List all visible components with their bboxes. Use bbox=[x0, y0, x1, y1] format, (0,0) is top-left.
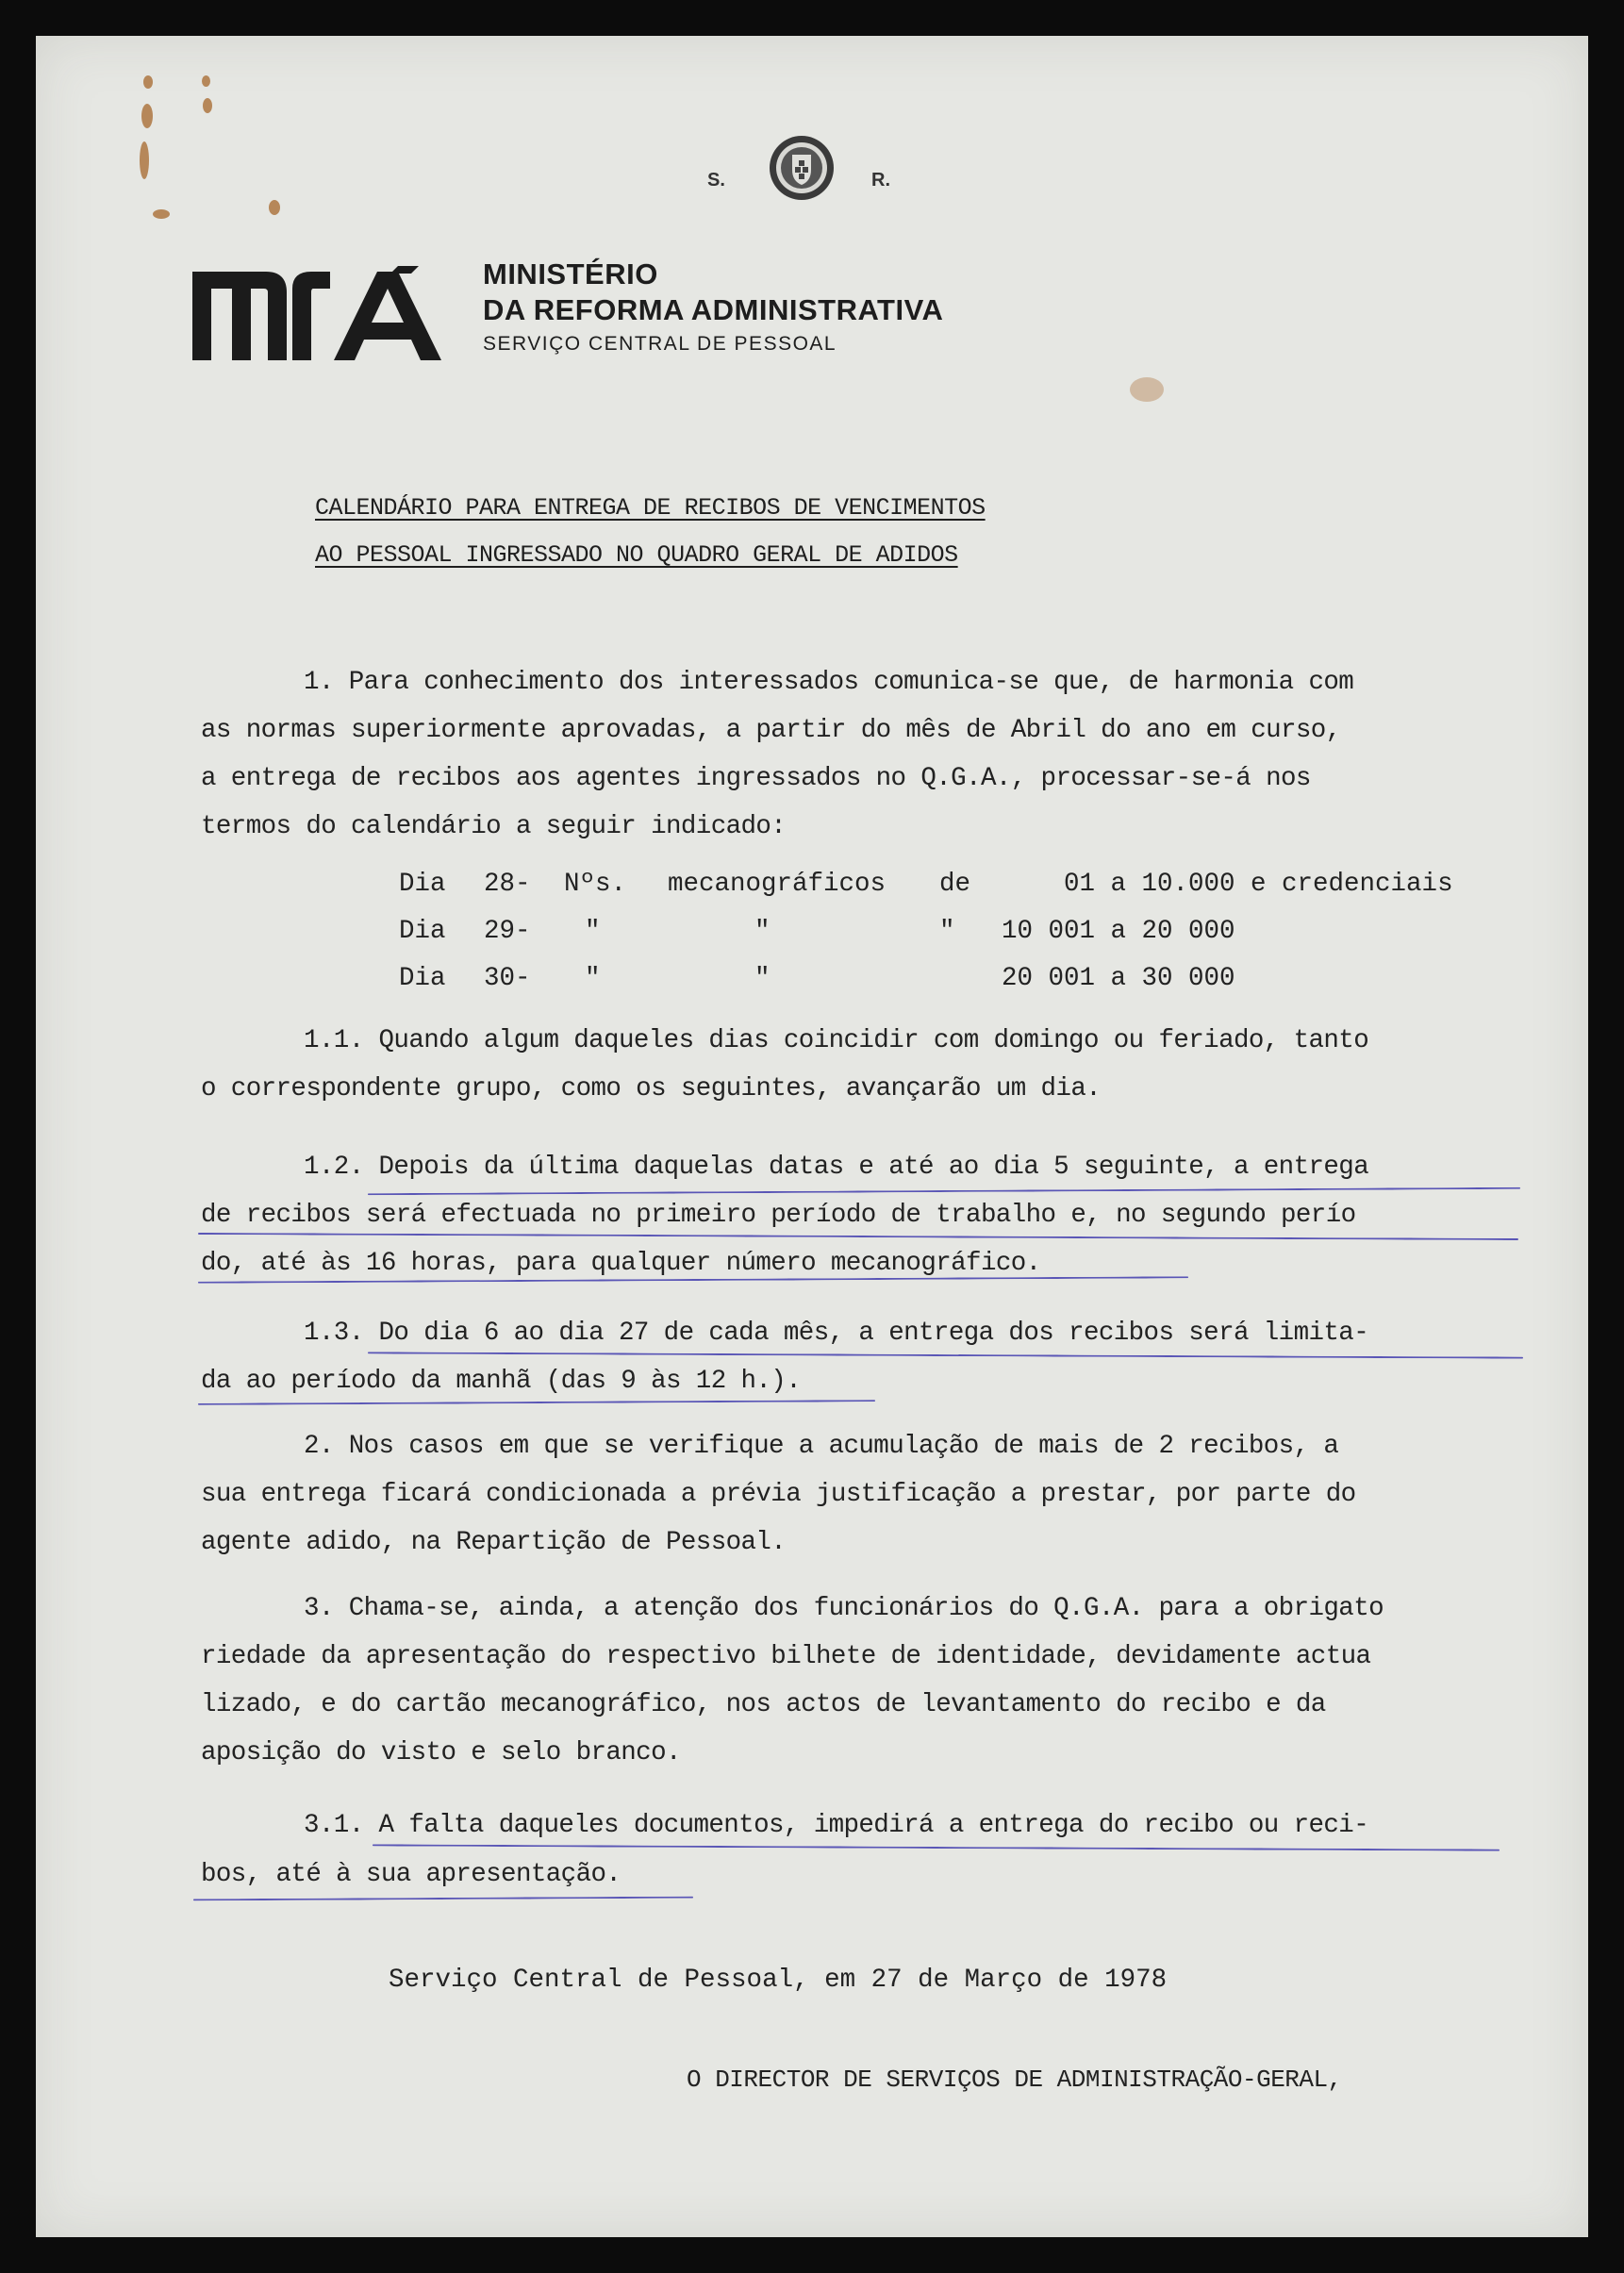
schedule-day: Dia bbox=[399, 964, 446, 993]
schedule-col-1: " bbox=[585, 964, 601, 993]
stain-mark bbox=[143, 75, 153, 89]
paragraph-3-1-line: bos, até à sua apresentação. bbox=[201, 1860, 621, 1889]
paragraph-1-1-line: 1.1. Quando algum daqueles dias coincidir com domingo ou feriado, tanto bbox=[304, 1026, 1369, 1055]
paragraph-1-3-line: 1.3. Do dia 6 ao dia 27 de cada mês, a entrega dos recibos será limita- bbox=[304, 1319, 1369, 1348]
schedule-range: 01 a 10.000 e credenciais bbox=[1064, 870, 1453, 899]
schedule-day-number: 29- bbox=[484, 917, 531, 946]
stain-mark bbox=[269, 200, 280, 215]
schedule-day: Dia bbox=[399, 917, 446, 946]
schedule-col-1: Nºs. bbox=[564, 870, 627, 899]
stain-mark bbox=[153, 209, 170, 219]
paragraph-3-line: lizado, e do cartão mecanográfico, nos actos de levantamento do recibo e da bbox=[201, 1690, 1326, 1719]
schedule-col-1: " bbox=[585, 917, 601, 946]
schedule-col-3: de bbox=[939, 870, 971, 899]
document-title-line2: AO PESSOAL INGRESSADO NO QUADRO GERAL DE ADIDOS bbox=[315, 541, 958, 569]
coat-of-arms-icon bbox=[766, 132, 837, 204]
paragraph-1-1-line: o correspondente grupo, como os seguintes, avançarão um dia. bbox=[201, 1074, 1102, 1103]
paragraph-1-2-line: de recibos será efectuada no primeiro período de trabalho e, no segundo perío bbox=[201, 1201, 1356, 1230]
place-and-date: Serviço Central de Pessoal, em 27 de Março de 1978 bbox=[389, 1966, 1168, 1995]
paragraph-3-line: aposição do visto e selo branco. bbox=[201, 1738, 681, 1767]
paragraph-2-line: sua entrega ficará condicionada a prévia justificação a prestar, por parte do bbox=[201, 1480, 1356, 1509]
service-name: SERVIÇO CENTRAL DE PESSOAL bbox=[483, 333, 837, 355]
paragraph-3-line: 3. Chama-se, ainda, a atenção dos funcionários do Q.G.A. para a obrigato bbox=[304, 1594, 1384, 1623]
paragraph-1-3-line: da ao período da manhã (das 9 às 12 h.). bbox=[201, 1367, 802, 1396]
schedule-col-2: mecanográficos bbox=[668, 870, 887, 899]
schedule-day: Dia bbox=[399, 870, 446, 899]
stain-mark bbox=[203, 98, 212, 113]
paragraph-2-line: agente adido, na Repartição de Pessoal. bbox=[201, 1528, 787, 1557]
ministry-name-line1: MINISTÉRIO bbox=[483, 257, 658, 290]
ministry-name-line2: DA REFORMA ADMINISTRATIVA bbox=[483, 293, 944, 326]
stain-mark bbox=[1130, 377, 1164, 402]
paragraph-3-line: riedade da apresentação do respectivo bilhete de identidade, devidamente actua bbox=[201, 1642, 1371, 1671]
document-page bbox=[36, 36, 1588, 2237]
paragraph-1-2-line: 1.2. Depois da última daquelas datas e até ao dia 5 seguinte, a entrega bbox=[304, 1153, 1369, 1182]
seal-label-left: S. bbox=[707, 170, 725, 191]
signatory-title: O DIRECTOR DE SERVIÇOS DE ADMINISTRAÇÃO-GERAL, bbox=[687, 2066, 1342, 2094]
schedule-range: 10 001 a 20 000 bbox=[1002, 917, 1235, 946]
schedule-col-2: " bbox=[754, 917, 771, 946]
paragraph-1-line: 1. Para conhecimento dos interessados comunica-se que, de harmonia com bbox=[304, 668, 1354, 697]
document-title-line1: CALENDÁRIO PARA ENTREGA DE RECIBOS DE VENCIMENTOS bbox=[315, 494, 986, 522]
schedule-col-3: " bbox=[939, 917, 955, 946]
paragraph-1-line: a entrega de recibos aos agentes ingressados no Q.G.A., processar-se-á nos bbox=[201, 764, 1311, 793]
paragraph-1-line: as normas superiormente aprovadas, a partir do mês de Abril do ano em curso, bbox=[201, 716, 1341, 745]
paragraph-1-2-line: do, até às 16 horas, para qualquer número mecanográfico. bbox=[201, 1249, 1041, 1278]
schedule-range: 20 001 a 30 000 bbox=[1002, 964, 1235, 993]
stain-mark bbox=[202, 75, 210, 87]
schedule-day-number: 30- bbox=[484, 964, 531, 993]
seal-header bbox=[698, 132, 905, 207]
stain-mark bbox=[140, 141, 149, 179]
paragraph-2-line: 2. Nos casos em que se verifique a acumulação de mais de 2 recibos, a bbox=[304, 1432, 1339, 1461]
mra-logo bbox=[192, 266, 452, 362]
ministry-heading bbox=[483, 257, 943, 360]
schedule-col-2: " bbox=[754, 964, 771, 993]
paragraph-3-1-line: 3.1. A falta daqueles documentos, impedirá a entrega do recibo ou reci- bbox=[304, 1811, 1369, 1840]
stain-mark bbox=[141, 104, 153, 128]
schedule-day-number: 28- bbox=[484, 870, 531, 899]
paragraph-1-line: termos do calendário a seguir indicado: bbox=[201, 812, 787, 841]
seal-label-right: R. bbox=[871, 170, 890, 191]
